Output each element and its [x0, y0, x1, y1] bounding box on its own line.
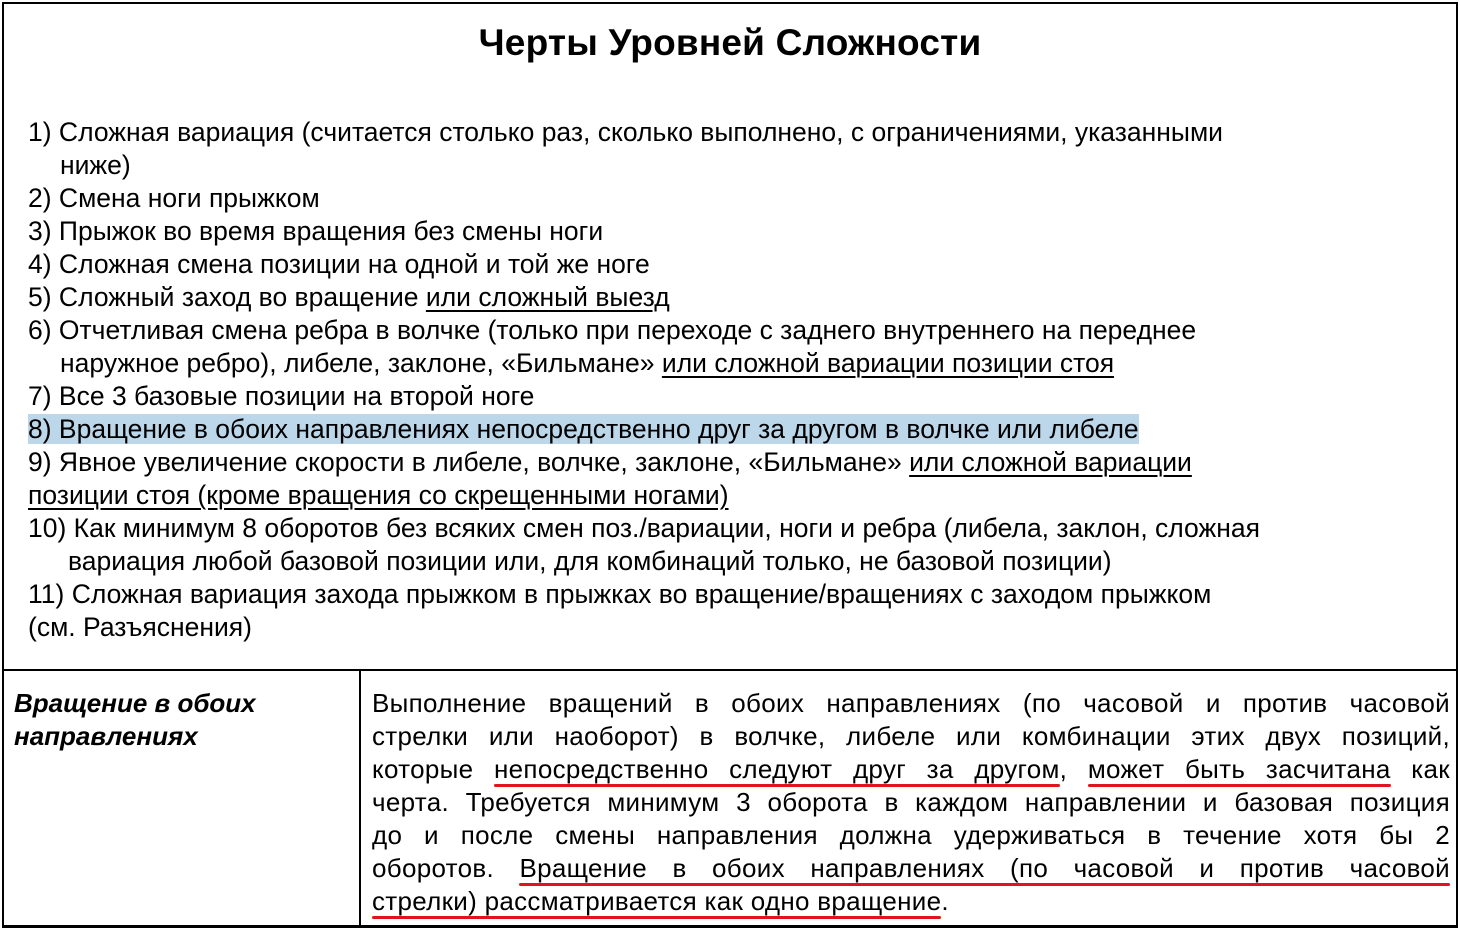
document-title: Черты Уровней Сложности — [478, 22, 982, 63]
feature-10-cont: вариация любой базовой позиции или, для комбинаций только, не базовой позиции) — [68, 546, 1112, 576]
feature-5-underlined: или сложный выезд — [425, 282, 670, 312]
feature-9-cont-underlined: позиции стоя (кроме вращения со скрещенными ногами) — [28, 480, 729, 510]
red-underline-may-be-counted: может быть засчитана — [1087, 754, 1391, 784]
feature-4: 4) Сложная смена позиции на одной и той же ноге — [28, 249, 650, 279]
red-underline-both-directions: Вращение в обоих направлениях (по часовой и против часовой — [519, 853, 1450, 883]
definition-line-4: черта. Требуется минимум 3 оборота в каждом направлении и базовая позиция — [372, 787, 1450, 817]
feature-9 — [28, 446, 1438, 479]
feature-11-cont: (см. Разъяснения) — [28, 612, 252, 642]
feature-1: 1) Сложная вариация (считается столько раз, сколько выполнено, с ограничениями, указанными — [28, 117, 1223, 147]
feature-10: 10) Как минимум 8 оборотов без всяких смен поз./вариации, ноги и ребра (либела, заклон, сложная — [28, 513, 1260, 543]
feature-11: 11) Сложная вариация захода прыжком в прыжках во вращение/вращениях с заходом прыжком — [28, 579, 1212, 609]
table-vertical-divider — [359, 671, 361, 925]
document-frame — [2, 2, 1458, 928]
feature-2: 2) Смена ноги прыжком — [28, 183, 320, 213]
feature-9-underlined: или сложной вариации — [909, 447, 1192, 477]
definition-line-3 — [372, 753, 1450, 786]
definition-line-1: Выполнение вращений в обоих направлениях (по часовой и против часовой — [372, 688, 1450, 718]
feature-6: 6) Отчетливая смена ребра в волчке (только при переходе с заднего внутреннего на переднее — [28, 315, 1197, 345]
feature-8-highlighted: 8) Вращение в обоих направлениях непосредственно друг за другом в волчке или либеле — [28, 414, 1139, 444]
definition-line-5: до и после смены направления должна удерживаться в течение хотя бы 2 — [372, 820, 1450, 850]
feature-8 — [28, 413, 1438, 446]
feature-3: 3) Прыжок во время вращения без смены ноги — [28, 216, 604, 246]
definition-term-line-2: направлениях — [14, 721, 198, 751]
red-underline-one-spin: стрелки) рассматривается как одно вращение — [372, 886, 942, 916]
feature-6-text: наружное ребро), либеле, заклоне, «Бильмане» — [60, 348, 662, 378]
definition-line-6-a: оборотов. — [372, 853, 520, 883]
definition-line-3-a: которые — [372, 754, 495, 784]
feature-9-cont — [28, 479, 1438, 512]
definition-line-2: стрелки или наоборот) в волчке, либеле или комбинации этих двух позиций, — [372, 721, 1450, 751]
feature-5-text: 5) Сложный заход во вращение — [28, 282, 426, 312]
definition-line-7 — [372, 885, 1450, 918]
definition-term — [14, 687, 344, 753]
feature-7: 7) Все 3 базовые позиции на второй ноге — [28, 381, 535, 411]
red-underline-immediately-follow: непосредственно следуют друг за другом — [494, 754, 1060, 784]
definition-line-3-e: как — [1390, 754, 1450, 784]
feature-9-text: 9) Явное увеличение скорости в либеле, волчке, заклоне, «Бильмане» — [28, 447, 910, 477]
definition-line-3-c: , — [1059, 754, 1088, 784]
feature-6-cont — [28, 347, 1438, 380]
table-horizontal-divider — [4, 669, 1456, 671]
feature-1-cont: ниже) — [60, 150, 131, 180]
definition-line-6 — [372, 852, 1450, 885]
definition-description — [372, 687, 1450, 918]
feature-5 — [28, 281, 1438, 314]
feature-6-underlined: или сложной вариации позиции стоя — [661, 348, 1115, 378]
features-list — [28, 116, 1438, 644]
definition-line-7-b: . — [941, 886, 949, 916]
definition-term-line-1: Вращение в обоих — [14, 688, 256, 718]
